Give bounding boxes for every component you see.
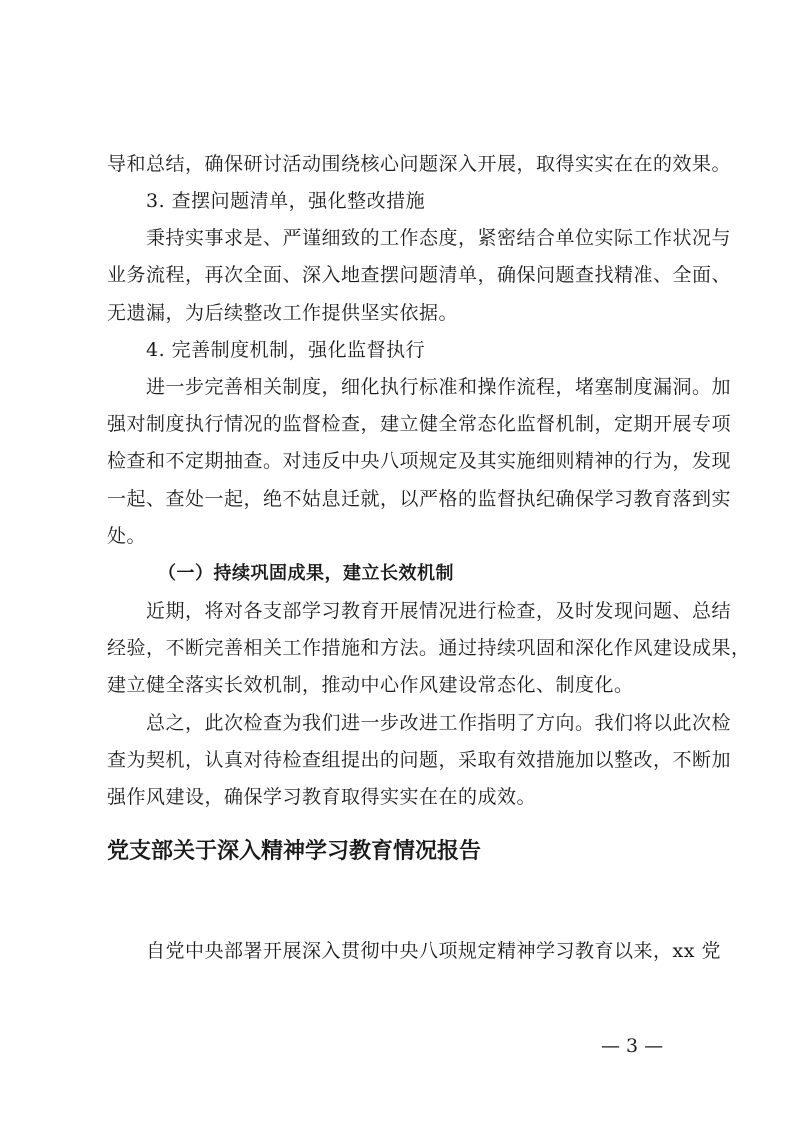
body-line: 经验，不断完善相关工作措施和方法。通过持续巩固和深化作风建设成果， [107,637,751,659]
body-line: 强对制度执行情况的监督检查，建立健全常态化监督机制，定期开展专项 [107,413,732,435]
body-line: 导和总结，确保研讨活动围绕核心问题深入开展，取得实实在在的效果。 [107,153,732,175]
paragraph-line: 总之，此次检查为我们进一步改进工作指明了方向。我们将以此次检 [146,712,732,734]
subsection-heading: （一）持续巩固成果，建立长效机制 [158,563,454,584]
body-line: 业务流程，再次全面、深入地查摆问题清单，确保问题查找精准、全面、 [107,264,732,286]
section-heading-4: 4. 完善制度机制，强化监督执行 [146,339,426,361]
body-line: 强作风建设，确保学习教育取得实实在在的成效。 [107,786,537,808]
paragraph-line: 秉持实事求是、严谨细致的工作态度，紧密结合单位实际工作状况与 [146,227,732,249]
paragraph-line: 进一步完善相关制度，细化执行标准和操作流程，堵塞制度漏洞。加 [146,376,732,398]
body-line: 一起、查处一起，绝不姑息迁就，以严格的监督执纪确保学习教育落到实 [107,488,732,510]
body-line: 建立健全落实长效机制，推动中心作风建设常态化、制度化。 [107,674,634,696]
page-number: — 3 — [601,1035,664,1057]
body-line: 无遗漏，为后续整改工作提供坚实依据。 [107,302,459,324]
opening-line: 自党中央部署开展深入贯彻中央八项规定精神学习教育以来，xx 党 [146,940,721,962]
paragraph-line: 近期，将对各支部学习教育开展情况进行检查，及时发现问题、总结 [146,600,732,622]
section-heading-3: 3. 查摆问题清单，强化整改措施 [146,190,426,212]
report-title: 党支部关于深入精神学习教育情况报告 [107,839,482,864]
body-line: 检查和不定期抽查。对违反中央八项规定及其实施细则精神的行为，发现 [107,450,732,472]
body-line: 处。 [107,525,147,547]
body-line: 查为契机，认真对待检查组提出的问题，采取有效措施加以整改，不断加 [107,749,732,771]
